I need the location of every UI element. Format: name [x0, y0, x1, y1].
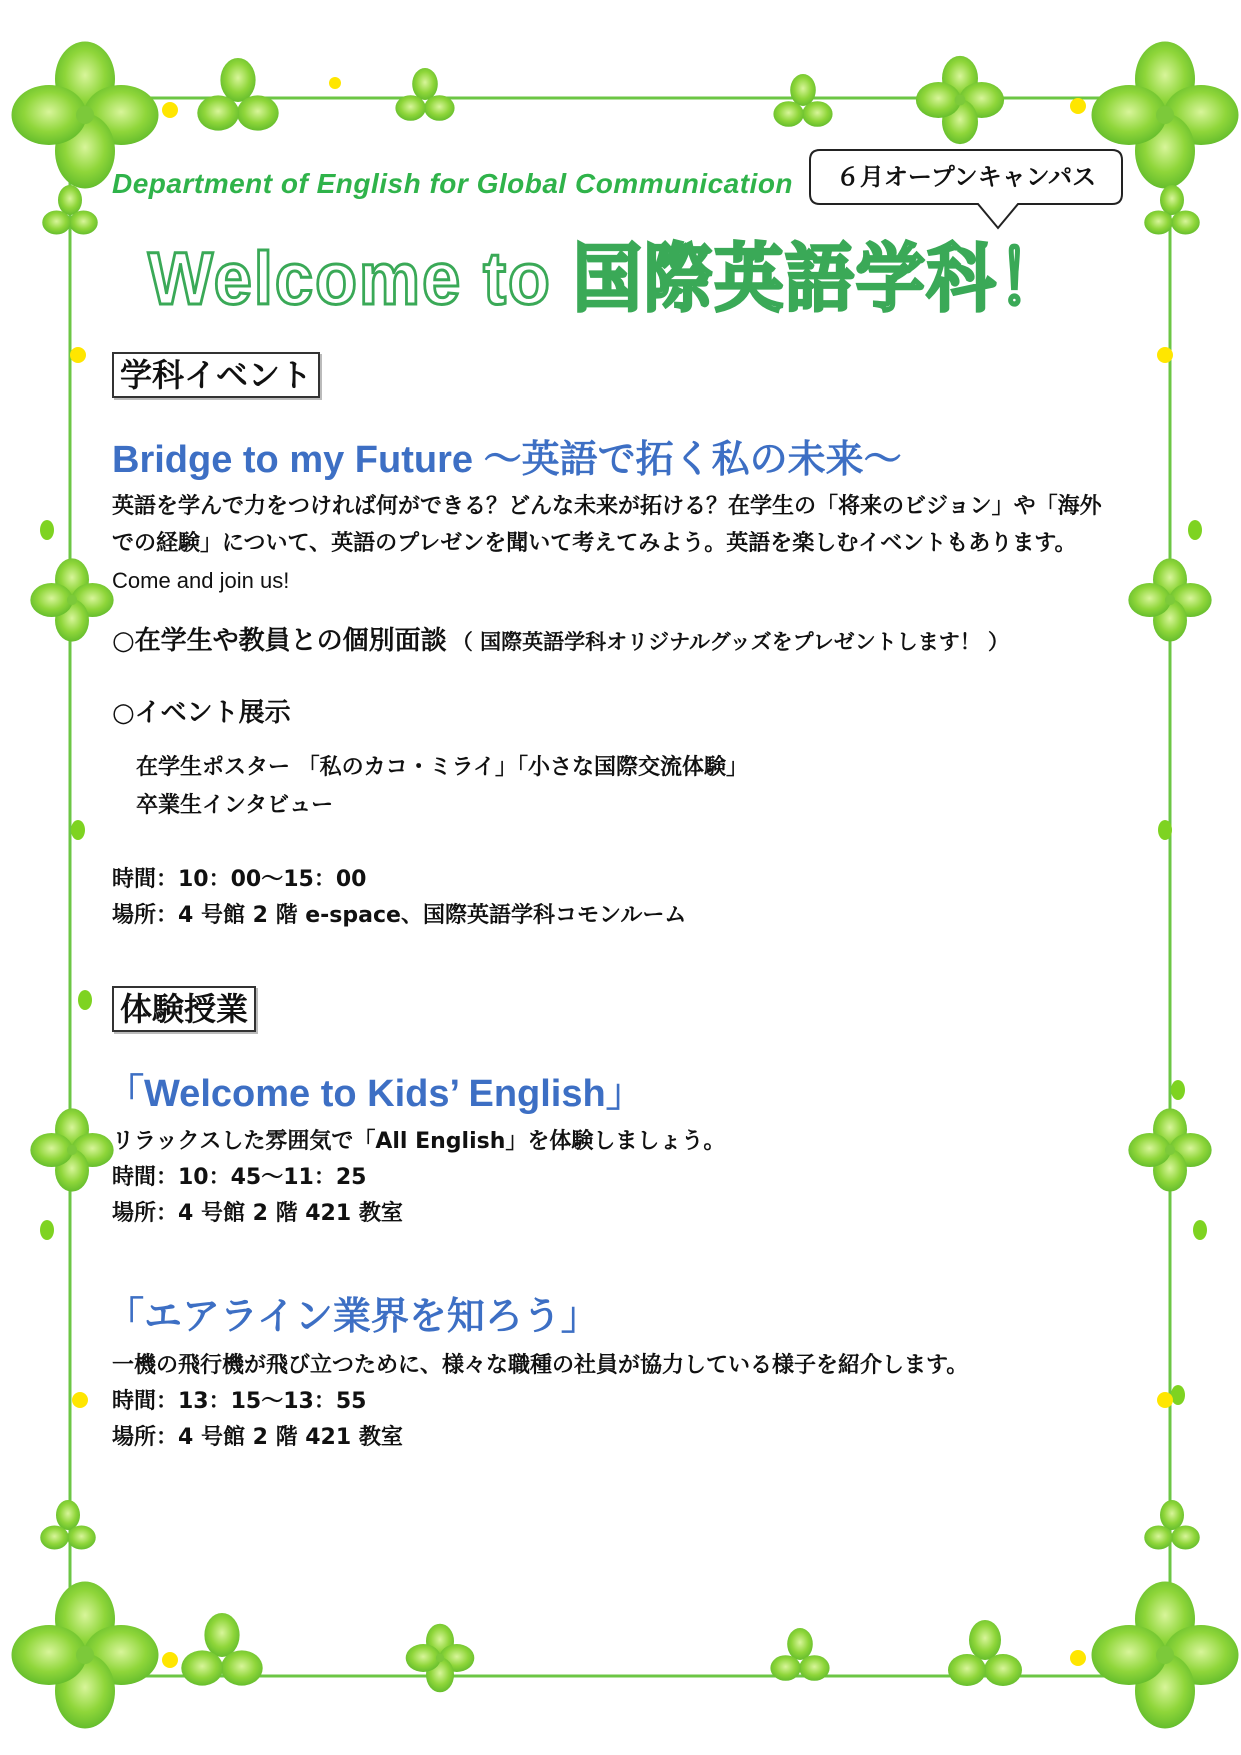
exhibit-item: 卒業生インタビュー	[136, 793, 334, 818]
clover-icon	[1092, 1582, 1239, 1729]
clover-icon	[1128, 558, 1211, 641]
clover-icon	[30, 1108, 113, 1191]
clover-icon	[12, 42, 159, 189]
bullet-exhibit: ○イベント展示	[112, 698, 291, 728]
class-title: 「エアライン業界を知ろう」	[106, 1296, 599, 1338]
speech-bubble-icon	[808, 148, 1124, 206]
class-description: リラックスした雰囲気で「All English」を体験しましょう。	[112, 1129, 726, 1154]
clover-icon	[773, 74, 832, 127]
class-title: 「Welcome to Kids’ English」	[106, 1073, 644, 1115]
event-time: 時間：10：00～15：00	[112, 867, 367, 892]
bullet-interview-note: （ 国際英語学科オリジナルグッズをプレゼントします！ ）	[451, 630, 1010, 654]
event-title: Bridge to my Future ～英語で拓く私の未来～	[112, 439, 902, 481]
clover-icon	[1144, 1500, 1200, 1550]
callout-text: ６月オープンキャンパス	[835, 163, 1097, 191]
description-line: 英語を学んで力をつければ何ができる？どんな未来が拓ける？在学生の「将来のビジョン」や「海外	[112, 494, 1102, 519]
class-time: 時間：13：15～13：55	[112, 1389, 367, 1414]
clover-icon	[12, 1582, 159, 1729]
page-title	[140, 232, 1080, 324]
clover-icon	[40, 1500, 96, 1550]
clover-icon	[1128, 1108, 1211, 1191]
clover-icon	[916, 56, 1004, 144]
clover-icon	[406, 1624, 475, 1693]
title-text: Welcome to 国際英語学科！	[148, 237, 1068, 320]
class-place: 場所：4 号館 2 階 421 教室	[112, 1425, 403, 1450]
class-place: 場所：4 号館 2 階 421 教室	[112, 1201, 403, 1226]
class-description: 一機の飛行機が飛び立つために、様々な職種の社員が協力している様子を紹介します。	[112, 1353, 969, 1378]
department-name: Department of English for Global Communication	[112, 168, 794, 199]
description-line: での経験」について、英語のプレゼンを聞いて考えてみよう。英語を楽しむイベントもあります。	[112, 531, 1077, 556]
clover-icon	[197, 58, 278, 131]
section-heading-trial-class: 体験授業	[112, 986, 256, 1032]
clover-icon	[30, 558, 113, 641]
clover-icon	[1144, 185, 1200, 235]
class-time: 時間：10：45～11：25	[112, 1165, 367, 1190]
description-line: Come and join us!	[112, 568, 290, 593]
event-description	[112, 488, 1132, 599]
event-place: 場所：4 号館 2 階 e-space、国際英語学科コモンルーム	[112, 903, 687, 928]
clover-icon	[770, 1628, 829, 1681]
bullet-interview-label: ○在学生や教員との個別面談	[112, 626, 447, 656]
section-heading-events: 学科イベント	[112, 352, 320, 398]
clover-icon	[395, 68, 454, 121]
bullet-interview	[112, 620, 1009, 657]
exhibit-item: 在学生ポスター 「私のカコ・ミライ」「小さな国際交流体験」	[136, 755, 749, 780]
